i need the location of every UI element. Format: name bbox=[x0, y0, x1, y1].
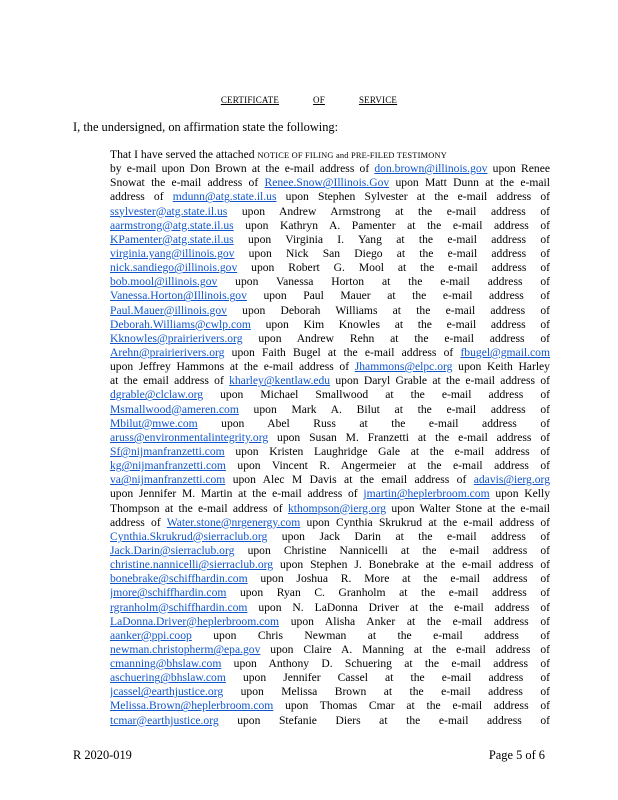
service-text: upon Kelly bbox=[489, 487, 550, 501]
service-line bbox=[110, 176, 550, 190]
service-text: upon Jack Darin at the e-mail address of bbox=[267, 529, 550, 543]
service-line bbox=[110, 261, 550, 275]
service-line bbox=[110, 431, 550, 445]
service-text: upon Chris Newman at the e-mail address of bbox=[191, 628, 550, 642]
service-line bbox=[110, 586, 550, 600]
service-line bbox=[110, 572, 550, 586]
service-line bbox=[110, 714, 550, 728]
service-text: address of bbox=[110, 190, 173, 204]
service-line bbox=[110, 671, 550, 685]
email-link[interactable]: bonebrake@schiffhardin.com bbox=[110, 572, 248, 586]
service-text: upon Nick San Diego at the e-mail address of bbox=[234, 246, 550, 260]
certificate-heading bbox=[0, 95, 618, 105]
email-link[interactable]: aschuering@bhslaw.com bbox=[110, 671, 226, 685]
email-link[interactable]: Cynthia.Skrukrud@sierraclub.org bbox=[110, 529, 268, 543]
email-link[interactable]: Deborah.Williams@cwlp.com bbox=[110, 317, 251, 331]
email-link[interactable]: kthompson@ierg.org bbox=[287, 501, 387, 515]
service-text: at the email address of bbox=[110, 374, 230, 388]
email-link[interactable]: Jhammons@elpc.org bbox=[354, 360, 453, 374]
service-line bbox=[110, 643, 550, 657]
service-line bbox=[110, 502, 550, 516]
service-line bbox=[110, 374, 550, 388]
service-list-paragraph bbox=[110, 148, 550, 728]
service-text: upon Anthony D. Schuering at the e-mail address of bbox=[221, 657, 550, 671]
service-line bbox=[110, 544, 550, 558]
service-text: upon Alec M Davis at the email address of bbox=[225, 473, 474, 487]
service-text: That I have served the attached bbox=[110, 148, 258, 161]
service-text: upon Mark A. Bilut at the e-mail address of bbox=[238, 402, 550, 416]
service-line bbox=[110, 346, 550, 360]
email-link[interactable]: fbugel@gmail.com bbox=[460, 345, 550, 359]
email-link[interactable]: rgranholm@schiffhardin.com bbox=[110, 600, 248, 614]
service-text: Thompson at the e-mail address of bbox=[110, 501, 288, 515]
service-line bbox=[110, 459, 550, 473]
service-text: upon Stephen J. Bonebrake at the e-mail address of bbox=[273, 558, 550, 572]
service-text: upon Susan M. Franzetti at the e-mail address of bbox=[268, 430, 550, 444]
email-link[interactable]: don.brown@illinois.gov bbox=[374, 162, 488, 176]
email-link[interactable]: KPamenter@atg.state.il.us bbox=[110, 232, 234, 246]
email-link[interactable]: jmartin@heplerbroom.com bbox=[363, 487, 490, 501]
email-link[interactable]: Water.stone@nrgenergy.com bbox=[166, 515, 301, 529]
service-text: upon Claire A. Manning at the e-mail address of bbox=[260, 642, 550, 656]
email-link[interactable]: jcassel@earthjustice.org bbox=[110, 685, 224, 699]
service-text: upon Keith Harley bbox=[452, 360, 550, 374]
email-link[interactable]: va@nijmanfranzetti.com bbox=[110, 473, 226, 487]
service-text: upon Melissa Brown at the e-mail address of bbox=[223, 685, 550, 699]
service-text: by e-mail upon Don Brown at the e-mail address of bbox=[110, 162, 375, 176]
email-link[interactable]: adavis@ierg.org bbox=[473, 473, 550, 487]
service-text: upon Abel Russ at the e-mail address of bbox=[197, 416, 550, 430]
service-line bbox=[110, 615, 550, 629]
email-link[interactable]: aarmstrong@atg.state.il.us bbox=[110, 218, 234, 232]
service-line bbox=[110, 190, 550, 204]
service-text: upon Ryan C. Granholm at the e-mail address of bbox=[226, 586, 550, 600]
service-text: upon Vincent R. Angermeier at the e-mail address of bbox=[225, 459, 550, 473]
service-text: upon Thomas Cmar at the e-mail address of bbox=[273, 699, 550, 713]
email-link[interactable]: aanker@ppi.coop bbox=[110, 628, 192, 642]
email-link[interactable]: Sf@nijmanfranzetti.com bbox=[110, 444, 225, 458]
service-line bbox=[110, 487, 550, 501]
service-text: upon Faith Bugel at the e-mail address of bbox=[224, 345, 461, 359]
email-link[interactable]: dgrable@clclaw.org bbox=[110, 388, 204, 402]
email-link[interactable]: Msmallwood@ameren.com bbox=[110, 402, 239, 416]
heading-word-1: CERTIFICATE bbox=[220, 95, 280, 105]
service-text: upon Matt Dunn at the e-mail bbox=[389, 176, 550, 190]
service-line bbox=[110, 247, 550, 261]
service-text: upon Robert G. Mool at the e-mail address of bbox=[237, 261, 550, 275]
email-link[interactable]: mdunn@atg.state.il.us bbox=[172, 190, 277, 204]
service-line bbox=[110, 289, 550, 303]
service-line bbox=[110, 473, 550, 487]
service-line bbox=[110, 275, 550, 289]
email-link[interactable]: aruss@environmentalintegrity.org bbox=[110, 430, 269, 444]
heading-word-2: OF bbox=[313, 95, 325, 105]
service-line bbox=[110, 233, 550, 247]
email-link[interactable]: ssylvester@atg.state.il.us bbox=[110, 204, 228, 218]
service-text: upon Daryl Grable at the e-mail address of bbox=[330, 374, 550, 388]
heading-word-3: SERVICE bbox=[358, 95, 398, 105]
service-text: upon Walter Stone at the e-mail bbox=[386, 501, 550, 515]
email-link[interactable]: Paul.Mauer@illinois.gov bbox=[110, 303, 227, 317]
service-line bbox=[110, 318, 550, 332]
email-link[interactable]: christine.nannicelli@sierraclub.org bbox=[110, 558, 274, 572]
service-line bbox=[110, 304, 550, 318]
service-line bbox=[110, 219, 550, 233]
service-text: upon Alisha Anker at the e-mail address of bbox=[279, 614, 550, 628]
service-text: upon Cynthia Skrukrud at the e-mail address of bbox=[300, 515, 550, 529]
service-line bbox=[110, 516, 550, 530]
service-line bbox=[110, 601, 550, 615]
service-text: upon Stefanie Diers at the e-mail address of bbox=[218, 713, 550, 727]
email-link[interactable]: jmore@schiffhardin.com bbox=[110, 586, 227, 600]
email-link[interactable]: kg@nijmanfranzetti.com bbox=[110, 459, 226, 473]
email-link[interactable]: Melissa.Brown@heplerbroom.com bbox=[110, 699, 274, 713]
email-link[interactable]: Mbilut@mwe.com bbox=[110, 416, 198, 430]
service-line bbox=[110, 388, 550, 402]
service-text: upon Joshua R. More at the e-mail address of bbox=[247, 572, 550, 586]
service-text: upon N. LaDonna Driver at the e-mail address of bbox=[247, 600, 550, 614]
service-line bbox=[110, 162, 550, 176]
email-link[interactable]: LaDonna.Driver@heplerbroom.com bbox=[110, 614, 280, 628]
service-line bbox=[110, 657, 550, 671]
affirmation-statement: I, the undersigned, on affirmation state the following: bbox=[73, 120, 339, 134]
service-line bbox=[110, 417, 550, 431]
service-text: upon Paul Mauer at the e-mail address of bbox=[246, 289, 550, 303]
email-link[interactable]: cmanning@bhslaw.com bbox=[110, 657, 222, 671]
service-text: upon Virginia I. Yang at the e-mail address of bbox=[233, 232, 550, 246]
email-link[interactable]: Jack.Darin@sierraclub.org bbox=[110, 543, 235, 557]
service-line bbox=[110, 699, 550, 713]
email-link[interactable]: Vanessa.Horton@Illinois.gov bbox=[110, 289, 247, 303]
email-link[interactable]: bob.mool@illinois.gov bbox=[110, 275, 218, 289]
docket-number: R 2020-019 bbox=[73, 748, 132, 762]
service-text: upon Kristen Laughridge Gale at the e-mail address of bbox=[224, 444, 550, 458]
service-line bbox=[110, 530, 550, 544]
service-line bbox=[110, 332, 550, 346]
service-line bbox=[110, 685, 550, 699]
service-text: upon Vanessa Horton at the e-mail address of bbox=[217, 275, 550, 289]
service-text: upon Jeffrey Hammons at the e-mail address of bbox=[110, 360, 355, 374]
service-line bbox=[110, 360, 550, 374]
service-text: upon Deborah Williams at the e-mail address of bbox=[226, 303, 550, 317]
email-link[interactable]: nick.sandiego@illinois.gov bbox=[110, 261, 238, 275]
service-text: upon Andrew Rehn at the e-mail address of bbox=[242, 331, 550, 345]
service-text: upon Christine Nannicelli at the e-mail address of bbox=[234, 543, 550, 557]
email-link[interactable]: Renee.Snow@Illinois.Gov bbox=[264, 176, 390, 190]
document-title-smallcaps: NOTICE OF FILING and PRE-FILED TESTIMONY bbox=[257, 151, 447, 160]
service-line bbox=[110, 403, 550, 417]
service-line bbox=[110, 445, 550, 459]
service-text: upon Andrew Armstrong at the e-mail address of bbox=[227, 204, 550, 218]
service-text: upon Renee bbox=[487, 162, 550, 176]
email-link[interactable]: kharley@kentlaw.edu bbox=[229, 374, 331, 388]
email-link[interactable]: tcmar@earthjustice.org bbox=[110, 713, 219, 727]
service-text: upon Stephen Sylvester at the e-mail address of bbox=[276, 190, 550, 204]
email-link[interactable]: Arehn@prairierivers.org bbox=[110, 345, 225, 359]
service-line bbox=[110, 205, 550, 219]
service-text: upon Michael Smallwood at the e-mail address of bbox=[203, 388, 550, 402]
service-text: upon Jennifer Cassel at the e-mail address of bbox=[225, 671, 550, 685]
service-line bbox=[110, 629, 550, 643]
service-text: Snowat the e-mail address of bbox=[110, 176, 265, 190]
email-link[interactable]: Kknowles@prairierivers.org bbox=[110, 331, 243, 345]
service-line bbox=[110, 558, 550, 572]
service-text: upon Jennifer M. Martin at the e-mail address of bbox=[110, 487, 364, 501]
service-text: address of bbox=[110, 515, 167, 529]
email-link[interactable]: virginia.yang@illinois.gov bbox=[110, 246, 235, 260]
service-text: upon Kim Knowles at the e-mail address of bbox=[250, 317, 550, 331]
service-text: upon Kathryn A. Pamenter at the e-mail address of bbox=[233, 218, 550, 232]
email-link[interactable]: newman.christopherm@epa.gov bbox=[110, 642, 261, 656]
page-number: Page 5 of 6 bbox=[488, 748, 545, 762]
service-line bbox=[110, 148, 550, 162]
